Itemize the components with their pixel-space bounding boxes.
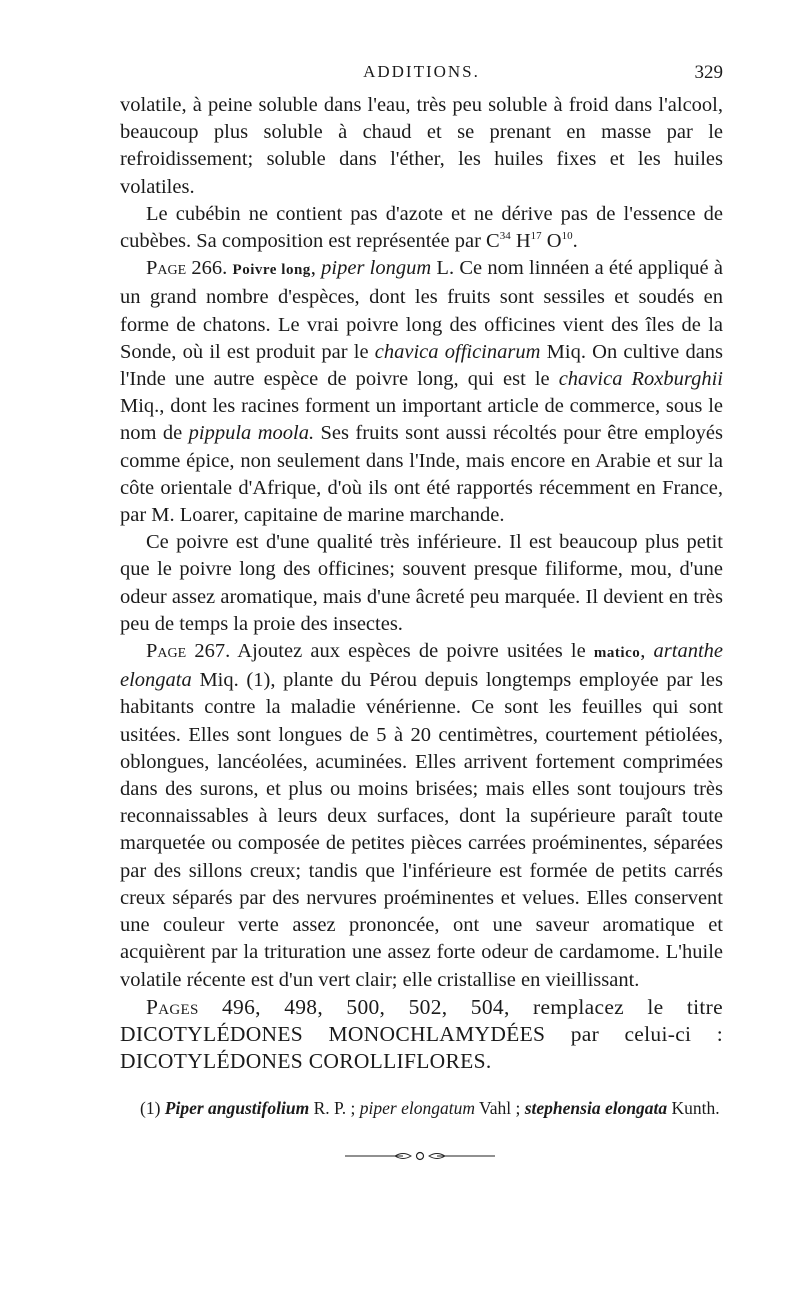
latin-name: piper longum: [321, 257, 432, 280]
old-title: DICOTYLÉDONES MONOCHLAMYDÉES: [120, 1021, 546, 1046]
entry-term: Poivre long: [232, 262, 311, 279]
paragraph-dicotyledones: Pages 496, 498, 500, 502, 504, remplacez le titre DICOTYLÉDONES MONOCHLAMYDÉES par celui-ci : DICOTYLÉDONES COROLLIFLORES.: [120, 994, 723, 1074]
latin-name: piper elongatum: [359, 1098, 475, 1118]
body-text: [120, 92, 723, 1075]
latin-name: stephensia elongata: [524, 1098, 668, 1118]
page-reference: Page 267.: [146, 640, 231, 663]
paragraph-text: volatile, à peine soluble dans l'eau, très peu soluble à froid dans l'alcool, beaucoup plus soluble à chaud et se prenant en masse par le refroidissement; soluble dans l'éther, les huiles fixes et les huiles volatiles.: [120, 94, 723, 198]
paragraph-text: Ce poivre est d'une qualité très inférieure. Il est beaucoup plus petit que le poivre long des officines; souvent presque filiforme, mou, d'une odeur assez aromatique, mais d'une âcreté peu marquée. Il devient en très peu de temps la proie des insectes.: [120, 531, 723, 635]
paragraph-continuation: [120, 92, 723, 201]
paragraph-qualite: [120, 529, 723, 638]
footnote-marker: (1): [140, 1098, 161, 1118]
formula: $C^{34}$ $H^{17}$ $O^{10}$: [486, 230, 573, 253]
paragraph-text: Le cubébin ne contient pas d'azote et ne dérive pas de l'essence de cubèbes. Sa composition est représentée par: [120, 202, 723, 253]
latin-name: Piper angustifolium: [164, 1098, 310, 1118]
running-head: [120, 62, 723, 88]
page-reference: Pages: [146, 994, 199, 1019]
end-ornament: [345, 1149, 495, 1163]
footnote: (1) Piper angustifolium R. P. ; piper elongatum Vahl ; stephensia elongata Kunth.: [140, 1098, 720, 1118]
paragraph-cubebin: Le cubébin ne contient pas d'azote et ne dérive pas de l'essence de cubèbes. Sa composition est représentée par $C^{34}$ $H^{17}$ $O^{10}$.: [120, 202, 723, 253]
paragraph-poivre-long: Page 266. Poivre long, piper longum L. Ce nom linnéen a été appliqué à un grand nombre d'espèces, dont les fruits sont sessiles et soudés en forme de chatons. Le vrai poivre long des officines vient des îles de la Sonde, où il est produit par le chavica officinarum Miq. On cultive dans l'Inde une autre espèce de poivre long, qui est le chavica Roxburghii Miq., dont les racines forment un important article de commerce, sous le nom de pippula moola. Ses fruits sont aussi récoltés pour être employés comme épice, non seulement dans l'Inde, mais encore en Arabie et sur la côte orientale d'Afrique, d'où ils ont été rapportés récemment en France, par M. Loarer, capitaine de marine marchande.: [120, 257, 724, 527]
latin-name: artanthe elongata: [120, 640, 724, 692]
entry-term: matico: [593, 645, 641, 662]
latin-name: chavica Roxburghii: [558, 368, 723, 391]
latin-name: pippula moola.: [188, 422, 315, 445]
page-reference: Page 266.: [146, 257, 228, 280]
paragraph-matico: Page 267. Ajoutez aux espèces de poivre usitées le matico, artanthe elongata Miq. (1), plante du Pérou depuis longtemps employée par les habitants contre la maladie vénérienne. Ce sont les feuilles qui sont usitées. Elles sont longues de 5 à 20 centimètres, courtement pétiolées, oblongues, lancéolées, acuminées. Elles arrivent fortement comprimées dans des surons, et plus ou moins brisées; mais elles sont toujours très reconnaissables à leurs deux surfaces, dont la supérieure paraît toute marquetée ou composée de petites pièces carrées proéminentes, séparées par des sillons creux; tandis que l'inférieure est formée de petits carrés creux séparés par des nervures proéminentes et velues. Elles conservent une couleur verte assez prononcée, ont une saveur aromatique et acquièrent par la trituration une assez forte odeur de cardamome. L'huile volatile récente est d'un vert clair; elle cristallise en vieillissant.: [120, 640, 724, 991]
page-number: 329: [694, 62, 723, 83]
new-title: DICOTYLÉDONES COROLLIFLORES.: [120, 1049, 492, 1074]
latin-name: chavica officinarum: [374, 340, 541, 363]
running-head-title: ADDITIONS.: [363, 62, 480, 81]
